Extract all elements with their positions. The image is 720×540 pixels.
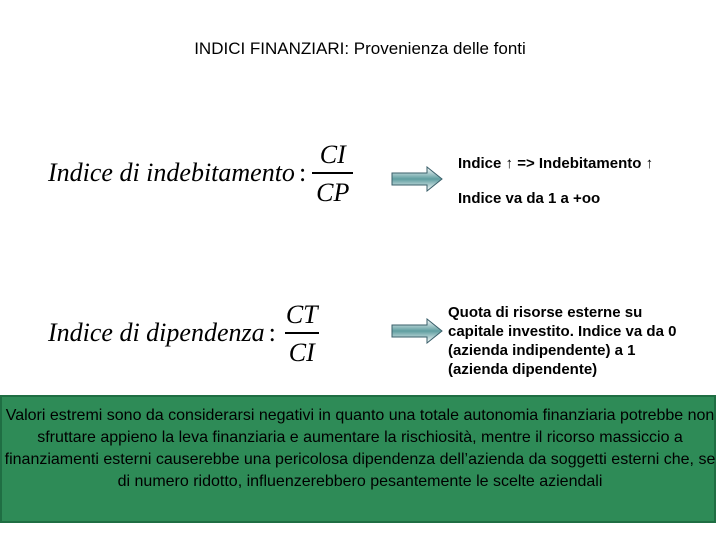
note-indebitamento-line2: Indice va da 1 a +oo — [458, 190, 601, 207]
formula-dipendenza — [48, 300, 322, 366]
fraction-indebitamento — [312, 140, 353, 206]
formula-indebitamento — [48, 140, 353, 206]
formula-dipendenza-colon: : — [268, 318, 276, 347]
right-arrow-icon — [391, 318, 443, 344]
fraction-dipendenza-numerator: CT — [285, 300, 318, 329]
up-arrow-icon: ↑ — [505, 155, 514, 172]
note-indebitamento-line1 — [458, 155, 653, 172]
note-dipendenza: Quota di risorse esterne su capitale investito. Indice va da 0 (azienda indipendente) a 1 (azienda dipendente) — [448, 304, 677, 378]
conclusion-text: Valori estremi sono da considerarsi negativi in quanto una totale autonomia finanziaria potrebbe non sfruttare appieno la leva finanziaria e aumentare la rischiosità, mentre il ricorso massiccio a finanziamenti esterni causerebbe una pericolosa dipendenza dell’azienda da soggetti esterni che, se di numero ridotto, influenzerebbero pesantemente le scelte aziendali — [4, 407, 716, 490]
formula-indebitamento-colon: : — [298, 158, 307, 187]
note-indebitamento-word: => Indebitamento — [517, 155, 642, 172]
right-arrow-icon — [391, 166, 443, 192]
fraction-dipendenza — [282, 300, 322, 366]
fraction-dipendenza-denominator: CI — [285, 332, 319, 366]
fraction-indebitamento-numerator: CI — [319, 140, 346, 169]
fraction-indebitamento-denominator: CP — [312, 172, 353, 206]
slide-title: INDICI FINANZIARI: Provenienza delle fonti — [194, 39, 526, 58]
formula-indebitamento-label: Indice di indebitamento — [48, 158, 295, 187]
formula-dipendenza-label: Indice di dipendenza — [48, 318, 265, 347]
note-indice-word: Indice — [458, 155, 502, 172]
up-arrow-icon: ↑ — [645, 155, 654, 172]
